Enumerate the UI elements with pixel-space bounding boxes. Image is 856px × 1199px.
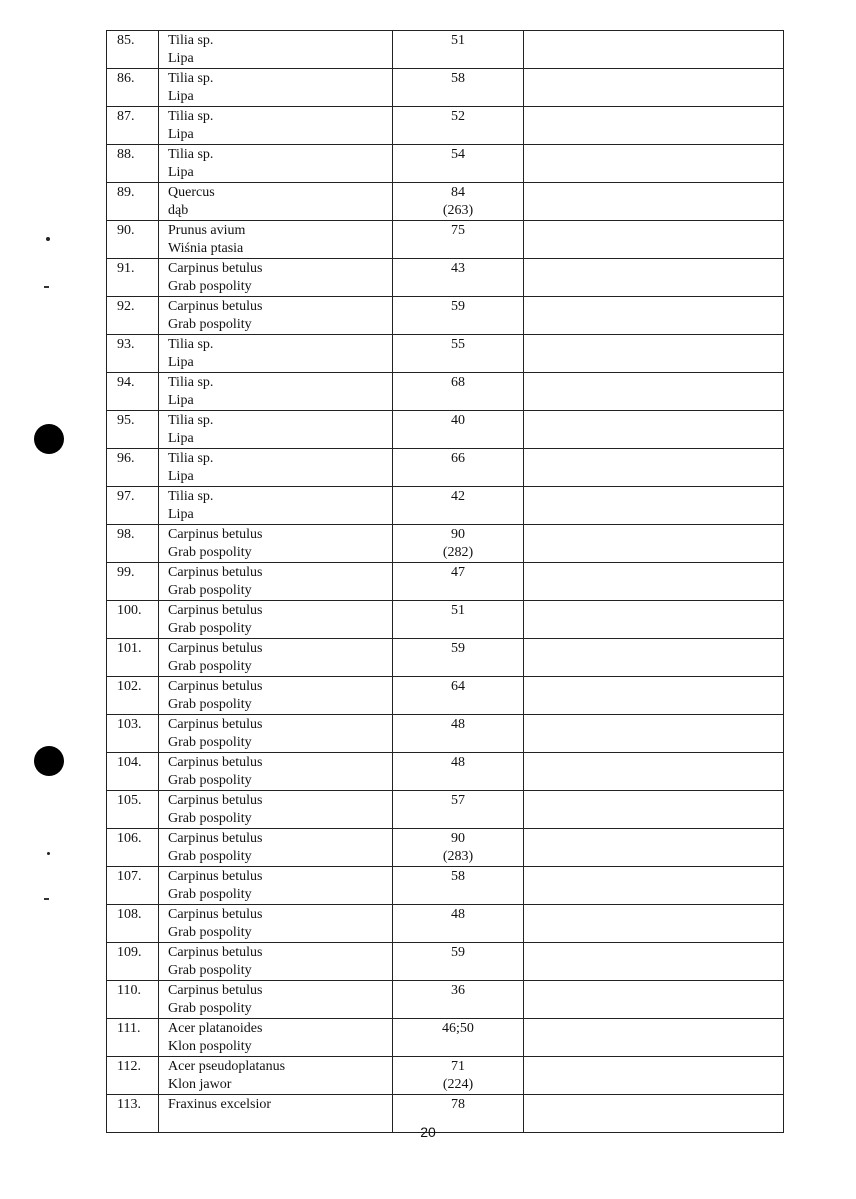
species-common-name: Lipa <box>168 127 194 142</box>
species-common-name: Grab pospolity <box>168 621 252 636</box>
row-number: 113. <box>107 1095 159 1133</box>
measurement-cell <box>393 373 524 411</box>
species-cell <box>159 487 393 525</box>
row-number: 98. <box>107 525 159 563</box>
measurement-value: 58 <box>451 71 465 86</box>
species-common-name: Grab pospolity <box>168 925 252 940</box>
notes-cell <box>524 31 784 69</box>
row-number: 107. <box>107 867 159 905</box>
species-common-name: Lipa <box>168 469 194 484</box>
table-row <box>107 905 784 943</box>
measurement-cell <box>393 297 524 335</box>
row-number: 95. <box>107 411 159 449</box>
row-number: 90. <box>107 221 159 259</box>
species-cell <box>159 449 393 487</box>
measurement-value: 59 <box>451 299 465 314</box>
species-common-name: Lipa <box>168 393 194 408</box>
species-cell <box>159 791 393 829</box>
table-row <box>107 1019 784 1057</box>
species-latin-name: Carpinus betulus <box>168 717 263 732</box>
measurement-value: 48 <box>451 907 465 922</box>
measurement-cell <box>393 411 524 449</box>
measurement-value: 51 <box>451 603 465 618</box>
table-row <box>107 107 784 145</box>
species-common-name: Grab pospolity <box>168 697 252 712</box>
species-latin-name: Carpinus betulus <box>168 983 263 998</box>
punch-hole-bottom <box>34 746 64 776</box>
species-latin-name: Tilia sp. <box>168 451 214 466</box>
row-number: 88. <box>107 145 159 183</box>
measurement-value: 75 <box>451 223 465 238</box>
row-number: 103. <box>107 715 159 753</box>
species-common-name: Lipa <box>168 51 194 66</box>
measurement-value: 36 <box>451 983 465 998</box>
row-number: 106. <box>107 829 159 867</box>
species-cell <box>159 981 393 1019</box>
measurement-cell <box>393 1057 524 1095</box>
species-cell <box>159 753 393 791</box>
measurement-cell <box>393 107 524 145</box>
species-latin-name: Carpinus betulus <box>168 641 263 656</box>
measurement-value: 84 <box>451 185 465 200</box>
measurement-cell <box>393 1019 524 1057</box>
measurement-value: 64 <box>451 679 465 694</box>
table-row <box>107 31 784 69</box>
notes-cell <box>524 487 784 525</box>
measurement-secondary: (283) <box>442 849 474 864</box>
species-common-name: Grab pospolity <box>168 1001 252 1016</box>
species-cell <box>159 107 393 145</box>
table-row <box>107 487 784 525</box>
table-row <box>107 1057 784 1095</box>
notes-cell <box>524 69 784 107</box>
measurement-value: 54 <box>451 147 465 162</box>
row-number: 97. <box>107 487 159 525</box>
measurement-secondary: (282) <box>442 545 474 560</box>
measurement-cell <box>393 639 524 677</box>
species-cell <box>159 867 393 905</box>
notes-cell <box>524 905 784 943</box>
species-cell <box>159 905 393 943</box>
measurement-value: 48 <box>451 717 465 732</box>
notes-cell <box>524 829 784 867</box>
notes-cell <box>524 373 784 411</box>
species-latin-name: Prunus avium <box>168 223 246 238</box>
measurement-cell <box>393 715 524 753</box>
species-cell <box>159 145 393 183</box>
species-latin-name: Tilia sp. <box>168 33 214 48</box>
species-cell <box>159 563 393 601</box>
table-row <box>107 563 784 601</box>
species-latin-name: Quercus <box>168 185 215 200</box>
measurement-cell <box>393 867 524 905</box>
row-number: 105. <box>107 791 159 829</box>
species-common-name: Grab pospolity <box>168 963 252 978</box>
notes-cell <box>524 525 784 563</box>
row-number: 110. <box>107 981 159 1019</box>
species-common-name: Lipa <box>168 507 194 522</box>
measurement-cell <box>393 449 524 487</box>
species-common-name: Grab pospolity <box>168 317 252 332</box>
notes-cell <box>524 221 784 259</box>
table-row <box>107 221 784 259</box>
notes-cell <box>524 791 784 829</box>
species-common-name: Grab pospolity <box>168 773 252 788</box>
species-common-name: Grab pospolity <box>168 583 252 598</box>
species-latin-name: Carpinus betulus <box>168 831 263 846</box>
notes-cell <box>524 259 784 297</box>
table-row <box>107 335 784 373</box>
scan-speck <box>47 852 50 855</box>
measurement-secondary: (224) <box>442 1077 474 1092</box>
table-row <box>107 715 784 753</box>
row-number: 86. <box>107 69 159 107</box>
species-common-name: Grab pospolity <box>168 659 252 674</box>
row-number: 92. <box>107 297 159 335</box>
species-latin-name: Carpinus betulus <box>168 261 263 276</box>
measurement-value: 47 <box>451 565 465 580</box>
table-row <box>107 525 784 563</box>
table-row <box>107 69 784 107</box>
measurement-cell <box>393 525 524 563</box>
measurement-value: 42 <box>451 489 465 504</box>
species-cell <box>159 677 393 715</box>
measurement-cell <box>393 829 524 867</box>
species-latin-name: Carpinus betulus <box>168 527 263 542</box>
species-common-name: Grab pospolity <box>168 279 252 294</box>
table-row <box>107 297 784 335</box>
species-latin-name: Acer pseudoplatanus <box>168 1059 286 1074</box>
table-row <box>107 449 784 487</box>
table-row <box>107 639 784 677</box>
notes-cell <box>524 183 784 221</box>
species-latin-name: Tilia sp. <box>168 147 214 162</box>
species-cell <box>159 601 393 639</box>
measurement-value: 90 <box>451 527 465 542</box>
row-number: 93. <box>107 335 159 373</box>
measurement-cell <box>393 221 524 259</box>
measurement-secondary: (263) <box>442 203 474 218</box>
measurement-cell <box>393 183 524 221</box>
species-latin-name: Carpinus betulus <box>168 603 263 618</box>
row-number: 99. <box>107 563 159 601</box>
species-latin-name: Carpinus betulus <box>168 565 263 580</box>
species-latin-name: Carpinus betulus <box>168 679 263 694</box>
notes-cell <box>524 297 784 335</box>
notes-cell <box>524 639 784 677</box>
measurement-value: 52 <box>451 109 465 124</box>
species-cell <box>159 525 393 563</box>
measurement-value: 57 <box>451 793 465 808</box>
table-row <box>107 183 784 221</box>
notes-cell <box>524 601 784 639</box>
species-common-name: Lipa <box>168 431 194 446</box>
species-latin-name: Carpinus betulus <box>168 945 263 960</box>
measurement-cell <box>393 677 524 715</box>
row-number: 89. <box>107 183 159 221</box>
row-number: 108. <box>107 905 159 943</box>
notes-cell <box>524 677 784 715</box>
species-latin-name: Carpinus betulus <box>168 755 263 770</box>
punch-hole-top <box>34 424 64 454</box>
table-row <box>107 867 784 905</box>
row-number: 96. <box>107 449 159 487</box>
species-cell <box>159 1057 393 1095</box>
measurement-value: 46;50 <box>442 1021 474 1036</box>
measurement-cell <box>393 69 524 107</box>
species-cell <box>159 335 393 373</box>
scan-speck <box>44 898 49 900</box>
species-cell <box>159 183 393 221</box>
measurement-value: 71 <box>451 1059 465 1074</box>
scan-speck <box>46 237 50 241</box>
species-common-name: Klon jawor <box>168 1077 232 1092</box>
species-latin-name: Tilia sp. <box>168 489 214 504</box>
table-row <box>107 601 784 639</box>
species-cell <box>159 1019 393 1057</box>
row-number: 102. <box>107 677 159 715</box>
measurement-cell <box>393 601 524 639</box>
row-number: 94. <box>107 373 159 411</box>
measurement-cell <box>393 905 524 943</box>
species-latin-name: Tilia sp. <box>168 413 214 428</box>
measurement-cell <box>393 791 524 829</box>
species-common-name: dąb <box>168 203 189 218</box>
measurement-value: 66 <box>451 451 465 466</box>
row-number: 100. <box>107 601 159 639</box>
notes-cell <box>524 753 784 791</box>
species-common-name: Grab pospolity <box>168 887 252 902</box>
table-row <box>107 259 784 297</box>
measurement-value: 48 <box>451 755 465 770</box>
notes-cell <box>524 449 784 487</box>
table-row <box>107 829 784 867</box>
species-latin-name: Tilia sp. <box>168 109 214 124</box>
species-latin-name: Tilia sp. <box>168 375 214 390</box>
table-row <box>107 943 784 981</box>
species-latin-name: Fraxinus excelsior <box>168 1097 272 1112</box>
species-common-name: Grab pospolity <box>168 849 252 864</box>
measurement-cell <box>393 487 524 525</box>
species-cell <box>159 373 393 411</box>
table-body <box>107 31 784 1133</box>
measurement-value: 55 <box>451 337 465 352</box>
row-number: 111. <box>107 1019 159 1057</box>
notes-cell <box>524 563 784 601</box>
species-common-name: Lipa <box>168 355 194 370</box>
species-cell <box>159 31 393 69</box>
measurement-cell <box>393 981 524 1019</box>
species-latin-name: Tilia sp. <box>168 337 214 352</box>
table-row <box>107 677 784 715</box>
measurement-value: 68 <box>451 375 465 390</box>
species-cell <box>159 259 393 297</box>
species-cell <box>159 221 393 259</box>
species-cell <box>159 829 393 867</box>
species-common-name: Lipa <box>168 89 194 104</box>
notes-cell <box>524 943 784 981</box>
row-number: 101. <box>107 639 159 677</box>
measurement-value: 59 <box>451 641 465 656</box>
species-cell <box>159 715 393 753</box>
measurement-value: 78 <box>451 1097 465 1112</box>
species-common-name: Grab pospolity <box>168 735 252 750</box>
species-latin-name: Tilia sp. <box>168 71 214 86</box>
measurement-value: 58 <box>451 869 465 884</box>
measurement-cell <box>393 335 524 373</box>
measurement-cell <box>393 259 524 297</box>
notes-cell <box>524 107 784 145</box>
species-common-name: Lipa <box>168 165 194 180</box>
measurement-value: 40 <box>451 413 465 428</box>
species-latin-name: Acer platanoides <box>168 1021 263 1036</box>
measurement-value: 51 <box>451 33 465 48</box>
species-cell <box>159 411 393 449</box>
measurement-cell <box>393 145 524 183</box>
row-number: 109. <box>107 943 159 981</box>
measurement-value: 59 <box>451 945 465 960</box>
measurement-cell <box>393 31 524 69</box>
species-cell <box>159 639 393 677</box>
table-row <box>107 145 784 183</box>
species-common-name: Wiśnia ptasia <box>168 241 244 256</box>
row-number: 85. <box>107 31 159 69</box>
species-cell <box>159 69 393 107</box>
measurement-cell <box>393 563 524 601</box>
scan-speck <box>44 286 49 288</box>
species-common-name: Grab pospolity <box>168 545 252 560</box>
measurement-value: 90 <box>451 831 465 846</box>
table-row <box>107 753 784 791</box>
notes-cell <box>524 411 784 449</box>
notes-cell <box>524 335 784 373</box>
notes-cell <box>524 715 784 753</box>
row-number: 104. <box>107 753 159 791</box>
measurement-cell <box>393 943 524 981</box>
table-row <box>107 411 784 449</box>
page-number: 20 <box>420 1124 436 1140</box>
species-common-name: Grab pospolity <box>168 811 252 826</box>
notes-cell <box>524 867 784 905</box>
table-row <box>107 373 784 411</box>
measurement-value: 43 <box>451 261 465 276</box>
notes-cell <box>524 981 784 1019</box>
species-latin-name: Carpinus betulus <box>168 299 263 314</box>
species-latin-name: Carpinus betulus <box>168 793 263 808</box>
tree-inventory-table <box>106 30 784 1133</box>
species-latin-name: Carpinus betulus <box>168 869 263 884</box>
notes-cell <box>524 1057 784 1095</box>
species-common-name: Klon pospolity <box>168 1039 252 1054</box>
row-number: 112. <box>107 1057 159 1095</box>
row-number: 87. <box>107 107 159 145</box>
species-latin-name: Carpinus betulus <box>168 907 263 922</box>
row-number: 91. <box>107 259 159 297</box>
table-row <box>107 791 784 829</box>
species-cell <box>159 297 393 335</box>
measurement-cell <box>393 753 524 791</box>
notes-cell <box>524 1019 784 1057</box>
notes-cell <box>524 145 784 183</box>
species-cell <box>159 943 393 981</box>
table-row <box>107 981 784 1019</box>
